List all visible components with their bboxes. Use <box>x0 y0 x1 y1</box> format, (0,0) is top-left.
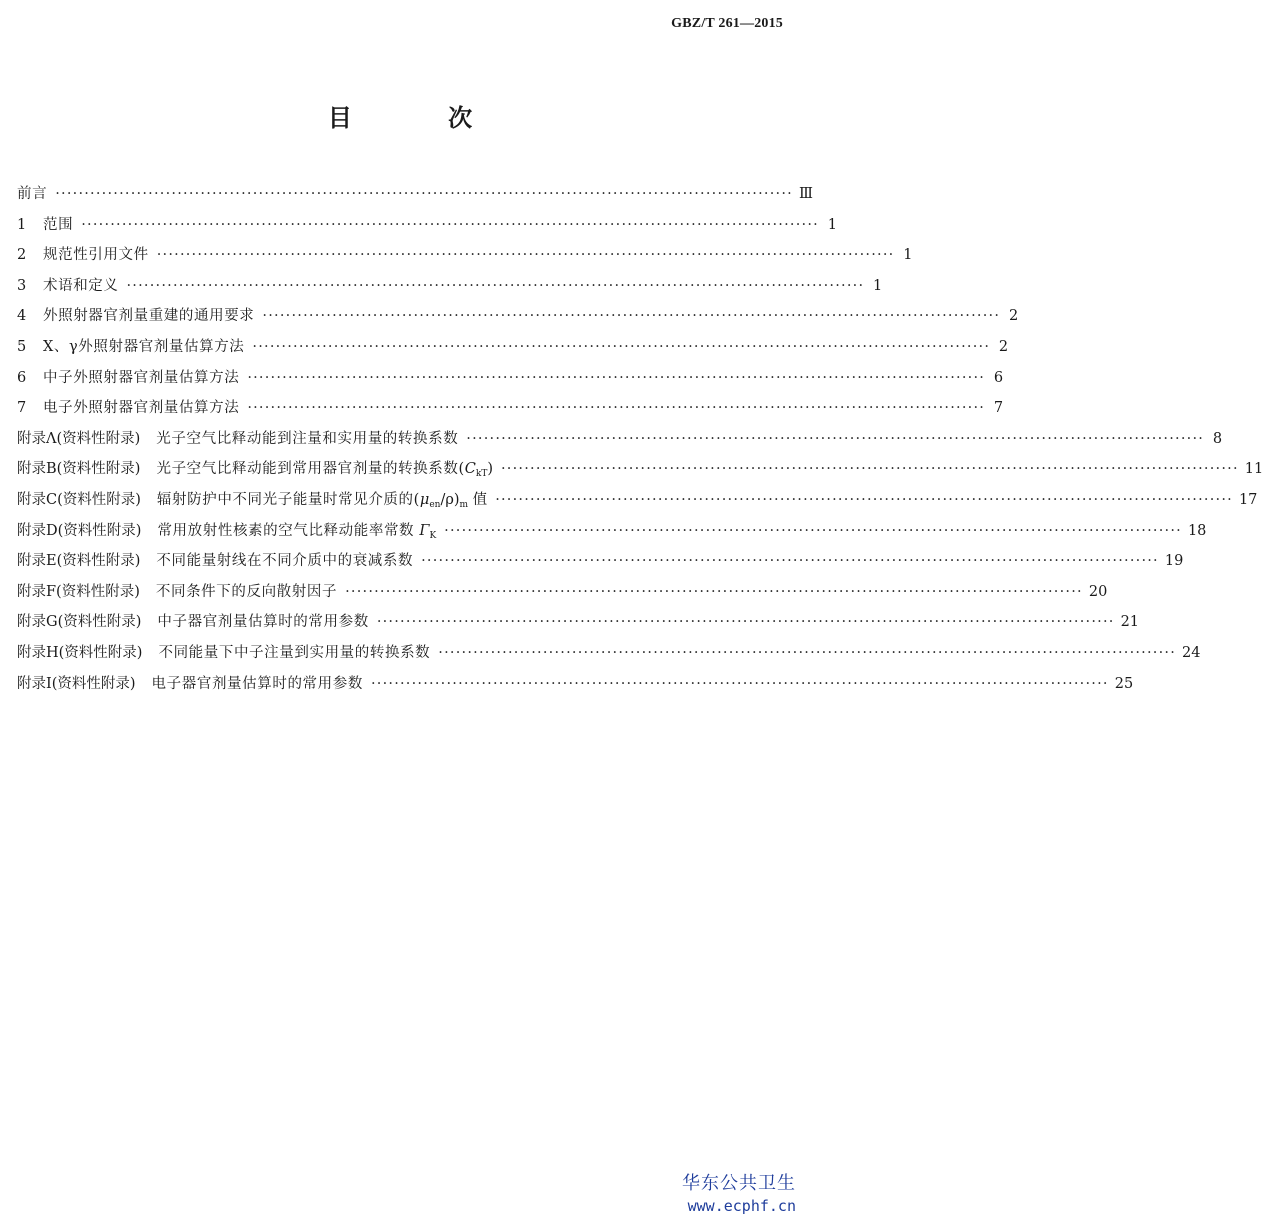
toc-page-number: 25 <box>1114 675 1134 692</box>
toc-dot-leader: ······························································································································· <box>421 553 1159 570</box>
toc-entry-subscript: kT <box>475 469 488 480</box>
toc-entry-subscript: en <box>429 499 441 510</box>
toc-entry-title: 不同能量下中子注量到实用量的转换系数 <box>158 644 431 661</box>
toc-dot-leader: ······························································································································· <box>252 338 991 355</box>
toc-page-number: 1 <box>903 247 913 264</box>
toc-entry-title: 电子器官剂量估算时的常用参数 <box>151 675 363 692</box>
toc-dot-leader: ······························································································································· <box>247 369 986 386</box>
toc-dot-leader: ······························································································································· <box>466 430 1205 447</box>
toc-entry-label <box>17 546 413 577</box>
toc-entry-subscript: K <box>429 530 437 541</box>
toc-entry-title: 规范性引用文件 <box>43 247 149 264</box>
toc-page-number: 24 <box>1182 644 1201 661</box>
toc-entry[interactable] <box>17 454 1263 485</box>
watermark-url: www.ecphf.cn <box>687 1197 796 1215</box>
toc-entry[interactable] <box>17 638 1201 669</box>
toc-entry-label <box>17 332 244 363</box>
toc-entry-title: 前言 <box>17 186 48 202</box>
toc-entry[interactable] <box>17 332 1009 363</box>
toc-entry-number: 4 <box>17 308 27 325</box>
toc-entry-label <box>17 301 254 332</box>
toc-page-number: 6 <box>993 369 1004 386</box>
toc-dot-leader: ······························································································································· <box>156 247 895 264</box>
toc-entry[interactable] <box>17 301 1019 332</box>
toc-page-number: 2 <box>998 338 1009 355</box>
toc-entry-number: 1 <box>17 216 27 233</box>
toc-appendix-label: 附录Λ(资料性附录) <box>17 430 141 447</box>
toc-entry-label <box>17 669 363 700</box>
toc-entry-title: 术语和定义 <box>43 277 119 294</box>
toc-entry-title: 外照射器官剂量重建的通用要求 <box>43 308 255 325</box>
toc-entry[interactable] <box>17 485 1258 516</box>
toc-dot-leader: ······························································································································· <box>81 216 819 233</box>
toc-appendix-label: 附录G(资料性附录) <box>17 614 142 631</box>
toc-entry-title: 常用放射性核素的空气比释动能率常数 <box>157 522 420 539</box>
toc-appendix-label: 附录I(资料性附录) <box>17 675 136 692</box>
watermark <box>682 1172 796 1216</box>
toc-page-number: 11 <box>1244 461 1263 478</box>
toc-entry[interactable] <box>17 240 913 271</box>
toc-page-number: 1 <box>827 216 837 233</box>
toc-entry-label <box>17 271 119 302</box>
toc-entry-label <box>17 210 73 241</box>
toc-entry[interactable] <box>17 179 813 210</box>
toc-entry[interactable] <box>17 546 1184 577</box>
toc-entry-title: 中子器官剂量估算时的常用参数 <box>157 614 369 631</box>
toc-entry[interactable] <box>17 363 1004 394</box>
toc-page-number: 17 <box>1238 491 1258 508</box>
toc-entry[interactable] <box>17 577 1108 608</box>
toc-entry-label <box>17 179 47 210</box>
toc-entry-title: 辐射防护中不同光子能量时常见介质的( <box>156 491 420 508</box>
toc-entry-title: 光子空气比释动能到常用器官剂量的转换系数( <box>156 461 465 478</box>
toc-entry-title-tail: /ρ) <box>440 491 460 508</box>
toc-entry[interactable] <box>17 210 837 241</box>
toc-entry-title: 光子空气比释动能到注量和实用量的转换系数 <box>156 430 459 447</box>
toc-entry-number: 3 <box>17 277 27 294</box>
toc-entry-title-tail: ) <box>487 461 493 478</box>
toc-entry-label <box>17 577 337 608</box>
document-code: GBZ/T 261—2015 <box>671 16 783 31</box>
toc-dot-leader: ······························································································································· <box>247 400 986 417</box>
toc-appendix-label: 附录H(资料性附录) <box>17 644 143 661</box>
toc-entry-label <box>17 240 149 271</box>
toc-dot-leader: ······························································································································· <box>376 614 1115 631</box>
toc-entry-title: X、γ外照射器官剂量估算方法 <box>43 338 245 355</box>
toc-page-number: 8 <box>1212 430 1223 447</box>
toc-entry-number: 5 <box>17 338 27 355</box>
toc-dot-leader: ······························································································································· <box>501 461 1239 478</box>
toc-page-number: Ⅲ <box>798 186 813 202</box>
toc-dot-leader: ······························································································································· <box>126 277 865 294</box>
toc-entry-subscript: m <box>459 499 469 510</box>
toc-entry[interactable] <box>17 393 1004 424</box>
toc-entry-label <box>17 638 430 669</box>
toc-appendix-label: 附录C(资料性附录) <box>17 491 141 508</box>
toc-entry[interactable] <box>17 424 1223 455</box>
toc-entry-number: 2 <box>17 247 27 264</box>
toc-entry-number: 6 <box>17 369 27 386</box>
toc-dot-leader: ······························································································································· <box>370 675 1109 692</box>
toc-entry-label <box>17 363 239 394</box>
toc-page-number: 19 <box>1164 553 1184 570</box>
toc-entry-title: 电子外照射器官剂量估算方法 <box>43 400 240 417</box>
toc-appendix-label: 附录D(资料性附录) <box>17 522 142 539</box>
toc-page-number: 1 <box>873 277 883 294</box>
toc-entry-symbol: μ <box>419 491 430 508</box>
toc-entry-label <box>17 393 239 424</box>
toc-list <box>17 179 1263 699</box>
toc-page-number: 21 <box>1120 614 1140 631</box>
toc-entry[interactable] <box>17 516 1207 547</box>
toc-dot-leader: ······························································································································· <box>438 644 1177 661</box>
toc-appendix-label: 附录E(资料性附录) <box>17 553 141 570</box>
toc-entry-symbol: C <box>464 461 476 478</box>
toc-entry[interactable] <box>17 271 883 302</box>
toc-dot-leader: ······························································································································· <box>262 308 1001 325</box>
toc-entry[interactable] <box>17 669 1134 700</box>
toc-dot-leader: ······························································································································· <box>444 522 1182 539</box>
toc-page-number: 20 <box>1088 583 1108 600</box>
toc-page-number: 2 <box>1008 308 1019 325</box>
toc-entry[interactable] <box>17 607 1140 638</box>
toc-entry-label <box>17 607 369 638</box>
toc-entry-title: 中子外照射器官剂量估算方法 <box>43 369 240 386</box>
page-title: 目 次 <box>327 104 517 132</box>
toc-entry-title-tail: 值 <box>468 491 488 508</box>
watermark-name: 华东公共卫生 <box>682 1173 796 1194</box>
toc-dot-leader: ······························································································································· <box>55 186 793 202</box>
toc-entry-title: 不同能量射线在不同介质中的衰减系数 <box>156 553 414 570</box>
toc-page-number: 7 <box>993 400 1004 417</box>
toc-entry-title: 范围 <box>43 216 74 233</box>
toc-dot-leader: ······························································································································· <box>495 491 1233 508</box>
toc-appendix-label: 附录B(资料性附录) <box>17 461 141 478</box>
toc-entry-symbol: Γ <box>419 522 430 539</box>
toc-dot-leader: ······························································································································· <box>345 583 1083 600</box>
toc-entry-title: 不同条件下的反向散射因子 <box>155 583 338 600</box>
toc-appendix-label: 附录F(资料性附录) <box>17 583 140 600</box>
toc-entry-number: 7 <box>17 400 27 417</box>
toc-entry-label <box>17 424 458 455</box>
toc-page-number: 18 <box>1187 522 1207 539</box>
